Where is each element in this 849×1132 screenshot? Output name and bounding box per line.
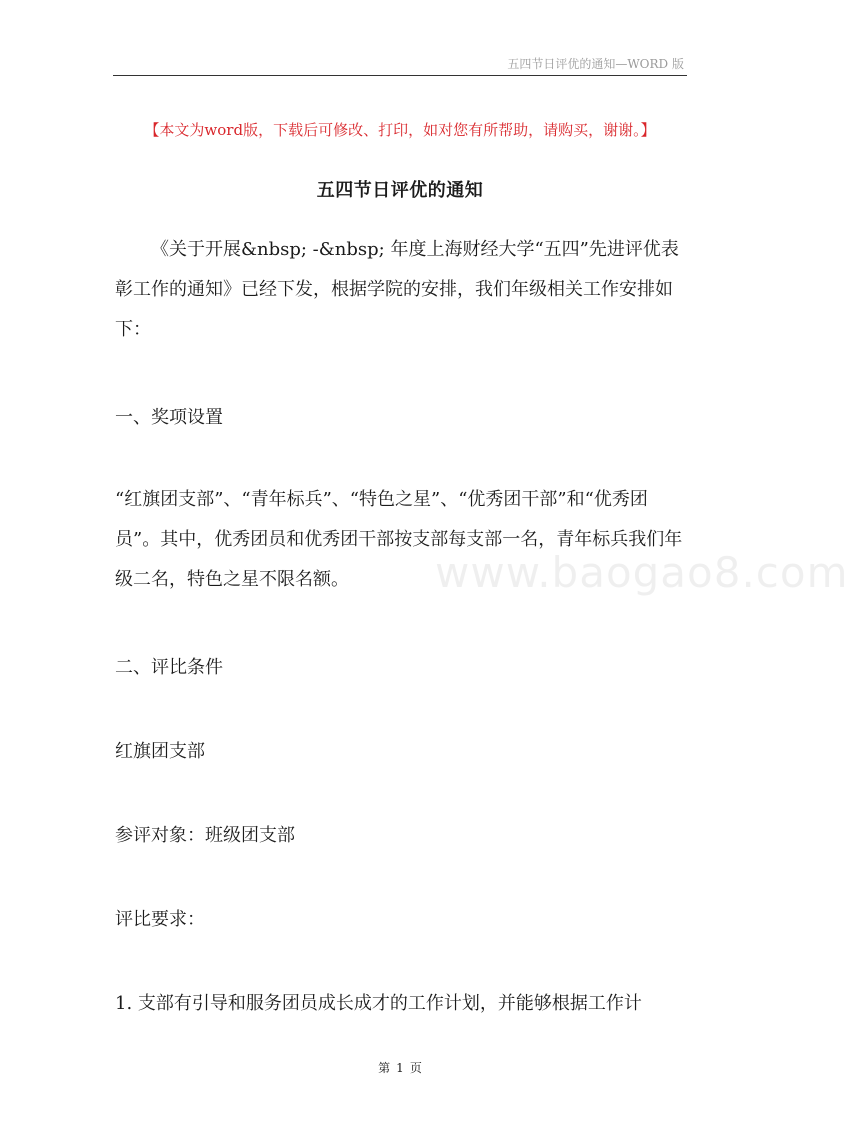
section-heading-awards: 一、奖项设置 (115, 407, 223, 428)
award-name: 红旗团支部 (115, 741, 205, 762)
requirement-item-1: 1. 支部有引导和服务团员成长成才的工作计划，并能够根据工作计 (115, 993, 642, 1014)
running-header: 五四节日评优的通知—WORD 版 (507, 57, 684, 71)
watermark: www.baogao8.com (435, 548, 849, 597)
header-divider (113, 75, 687, 76)
page-title: 五四节日评优的通知 (316, 180, 484, 201)
awards-paragraph: “红旗团支部”、“青年标兵”、“特色之星”、“优秀团干部”和“优秀团员”。其中，优秀团员和优秀团干部按支部每支部一名，青年标兵我们年级二名，特色之星不限名额。 (115, 489, 683, 590)
section-heading-criteria: 二、评比条件 (115, 657, 223, 678)
purchase-notice: 【本文为word版，下载后可修改、打印，如对您有所帮助，请购买，谢谢。】 (144, 121, 656, 139)
intro-paragraph: 《关于开展&nbsp; -&nbsp; 年度上海财经大学“五四”先进评优表彰工作的通知》已经下发，根据学院的安排，我们年级相关工作安排如下： (115, 239, 679, 340)
eligibility-line: 参评对象：班级团支部 (115, 825, 295, 846)
footer-prefix: 第 (378, 1061, 391, 1075)
footer-suffix: 页 (409, 1061, 422, 1075)
page-number: 1 (396, 1061, 404, 1075)
requirements-label: 评比要求： (115, 909, 205, 930)
page-footer (0, 1059, 800, 1076)
